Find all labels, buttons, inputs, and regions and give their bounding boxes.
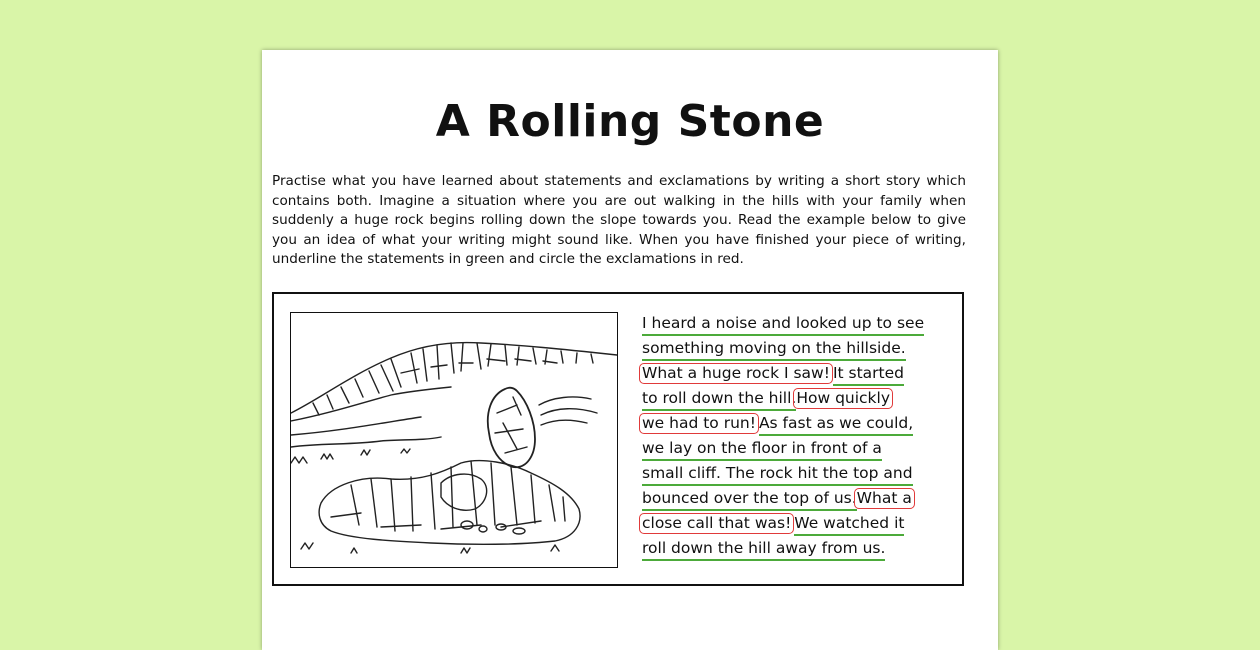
statement-segment: As fast as we could, xyxy=(759,412,913,436)
statement-segment: to roll down the hill. xyxy=(642,387,796,411)
story-line xyxy=(642,487,915,512)
exclamation-segment: How quickly xyxy=(793,388,893,409)
story-line xyxy=(642,512,904,537)
story-line xyxy=(642,412,913,437)
worksheet-title: A Rolling Stone xyxy=(435,96,825,147)
story-line xyxy=(642,337,906,362)
exclamation-segment: we had to run! xyxy=(639,413,759,434)
story-line xyxy=(642,537,885,562)
statement-segment: I heard a noise and looked up to see xyxy=(642,312,924,336)
statement-segment: We watched it xyxy=(794,512,904,536)
story-line xyxy=(642,437,882,462)
statement-segment: roll down the hill away from us. xyxy=(642,537,885,561)
instructions-paragraph: Practise what you have learned about statements and exclamations by writing a short story which contains both. Imagine a situation where you are out walking in the hills with your family when suddenly a huge rock begins rolling down the slope towards you. Read the example below to give you an idea of what your writing might sound like. When you have finished your piece of writing, underline the statements in green and circle the exclamations in red. xyxy=(272,173,966,267)
exclamation-segment: close call that was! xyxy=(639,513,794,534)
statement-segment: bounced over the top of us. xyxy=(642,487,857,511)
exclamation-segment: What a huge rock I saw! xyxy=(639,363,833,384)
story-line xyxy=(642,362,904,387)
story-line xyxy=(642,387,893,412)
rolling-rock-hillside-icon xyxy=(290,312,618,568)
story-line xyxy=(642,312,924,337)
statement-segment: small cliff. The rock hit the top and xyxy=(642,462,913,486)
statement-segment: we lay on the floor in front of a xyxy=(642,437,882,461)
story-line xyxy=(642,462,913,487)
statement-segment: something moving on the hillside. xyxy=(642,337,906,361)
statement-segment: It started xyxy=(833,362,904,386)
exclamation-segment: What a xyxy=(854,488,915,509)
